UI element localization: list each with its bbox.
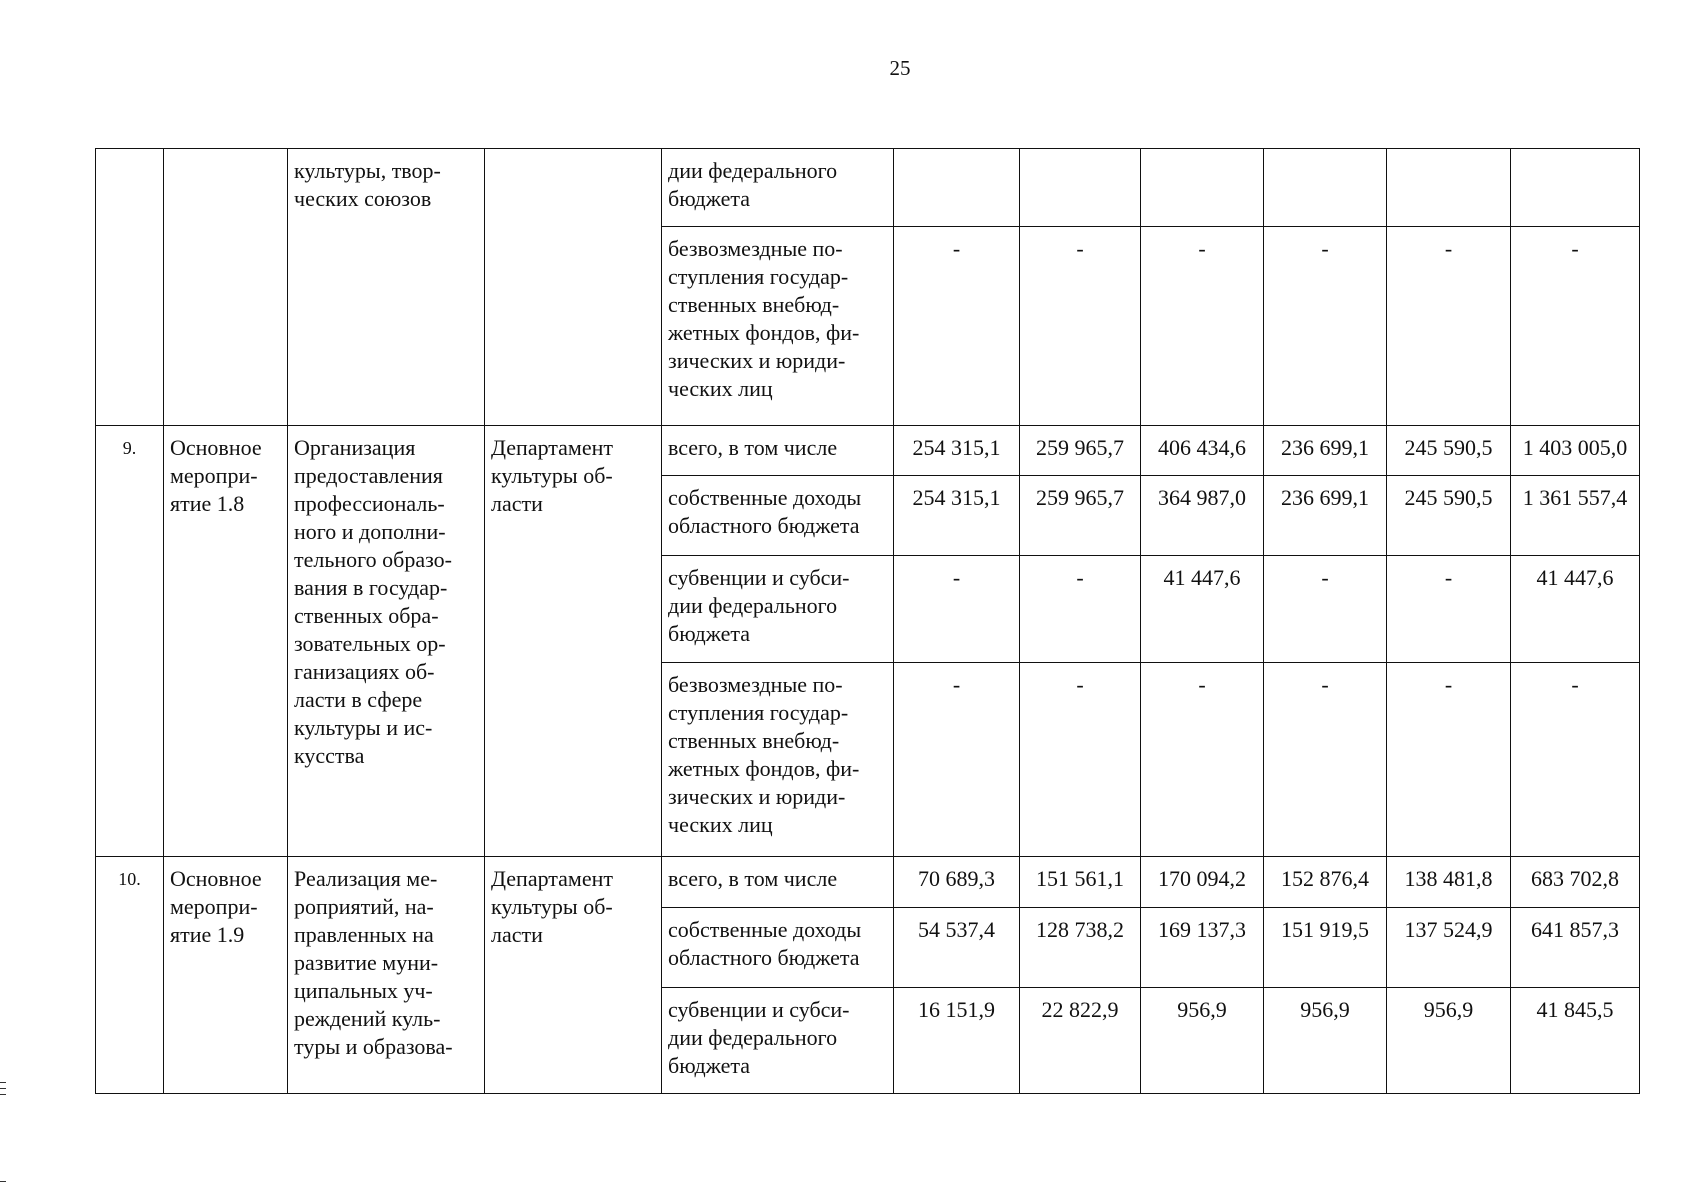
value-cell: 254 315,1 (894, 476, 1020, 556)
value-cell: 254 315,1 (894, 426, 1020, 476)
value-cell: - (1020, 556, 1141, 663)
value-cell: 41 447,6 (1511, 556, 1640, 663)
value-cell (1511, 149, 1640, 227)
value-cell: 956,9 (1264, 988, 1387, 1094)
index-cell (96, 149, 164, 426)
margin-mark (0, 1082, 6, 1083)
value-cell: 70 689,3 (894, 857, 1020, 908)
value-cell: 259 965,7 (1020, 426, 1141, 476)
value-cell: - (894, 663, 1020, 857)
value-cell: 169 137,3 (1141, 908, 1264, 988)
value-cell: 151 919,5 (1264, 908, 1387, 988)
value-cell: 128 738,2 (1020, 908, 1141, 988)
source-label-cell: субвенции и субси- дии федерального бюджета (662, 988, 894, 1094)
executor-cell: Департамент культуры об- ласти (485, 857, 662, 1094)
value-cell: 956,9 (1387, 988, 1511, 1094)
value-cell: 54 537,4 (894, 908, 1020, 988)
margin-mark (0, 1094, 6, 1095)
value-cell: 245 590,5 (1387, 476, 1511, 556)
table-row (96, 426, 1640, 476)
value-cell (1141, 149, 1264, 227)
value-cell: 137 524,9 (1387, 908, 1511, 988)
type-cell: Основное меропри- ятие 1.8 (164, 426, 288, 857)
value-cell (1020, 149, 1141, 227)
value-cell (894, 149, 1020, 227)
source-label-cell: собственные доходы областного бюджета (662, 908, 894, 988)
value-cell: 16 151,9 (894, 988, 1020, 1094)
value-cell: - (1020, 663, 1141, 857)
value-cell: - (1141, 227, 1264, 426)
value-cell: - (1264, 663, 1387, 857)
type-cell (164, 149, 288, 426)
value-cell: 364 987,0 (1141, 476, 1264, 556)
value-cell: - (1511, 663, 1640, 857)
value-cell (1264, 149, 1387, 227)
source-label-cell: дии федерального бюджета (662, 149, 894, 227)
table-row (96, 149, 1640, 227)
budget-table (95, 148, 1640, 1094)
index-cell: 9. (96, 426, 164, 857)
value-cell: 236 699,1 (1264, 476, 1387, 556)
value-cell: - (1020, 227, 1141, 426)
value-cell: 245 590,5 (1387, 426, 1511, 476)
source-label-cell: всего, в том числе (662, 857, 894, 908)
value-cell: 1 403 005,0 (1511, 426, 1640, 476)
executor-cell (485, 149, 662, 426)
source-label-cell: всего, в том числе (662, 426, 894, 476)
value-cell: - (1264, 227, 1387, 426)
source-label-cell: собственные доходы областного бюджета (662, 476, 894, 556)
value-cell: 683 702,8 (1511, 857, 1640, 908)
measure-name-cell: Реализация ме- роприятий, на- правленных на развитие муни- ципальных уч- реждений куль- туры и образова- (288, 857, 485, 1094)
table-row (96, 857, 1640, 908)
value-cell (1387, 149, 1511, 227)
type-cell: Основное меропри- ятие 1.9 (164, 857, 288, 1094)
executor-cell: Департамент культуры об- ласти (485, 426, 662, 857)
value-cell: 406 434,6 (1141, 426, 1264, 476)
value-cell: - (1387, 227, 1511, 426)
source-label-cell: субвенции и субси- дии федерального бюджета (662, 556, 894, 663)
value-cell: 151 561,1 (1020, 857, 1141, 908)
value-cell: 170 094,2 (1141, 857, 1264, 908)
value-cell: - (894, 556, 1020, 663)
source-label-cell: безвозмездные по- ступления государ- ственных внебюд- жетных фондов, фи- зических и юриди- ческих лиц (662, 663, 894, 857)
value-cell: 641 857,3 (1511, 908, 1640, 988)
value-cell: - (1511, 227, 1640, 426)
value-cell: - (1387, 663, 1511, 857)
page-number: 25 (889, 56, 911, 80)
value-cell: 236 699,1 (1264, 426, 1387, 476)
source-label-cell: безвозмездные по- ступления государ- ственных внебюд- жетных фондов, фи- зических и юриди- ческих лиц (662, 227, 894, 426)
margin-mark (0, 1181, 6, 1182)
value-cell: 259 965,7 (1020, 476, 1141, 556)
value-cell: 41 447,6 (1141, 556, 1264, 663)
value-cell: 956,9 (1141, 988, 1264, 1094)
measure-name-cell: культуры, твор- ческих союзов (288, 149, 485, 426)
value-cell: - (1141, 663, 1264, 857)
index-cell: 10. (96, 857, 164, 1094)
value-cell: - (1264, 556, 1387, 663)
value-cell: 41 845,5 (1511, 988, 1640, 1094)
value-cell: 138 481,8 (1387, 857, 1511, 908)
measure-name-cell: Организация предоставления профессиональ- ного и дополни- тельного образо- вания в государ- ственных обра- зовательных ор- ганизациях об- ласти в сфере культуры и ис- кусства (288, 426, 485, 857)
value-cell: - (1387, 556, 1511, 663)
value-cell: 22 822,9 (1020, 988, 1141, 1094)
value-cell: 1 361 557,4 (1511, 476, 1640, 556)
margin-mark (0, 1088, 6, 1089)
value-cell: - (894, 227, 1020, 426)
value-cell: 152 876,4 (1264, 857, 1387, 908)
